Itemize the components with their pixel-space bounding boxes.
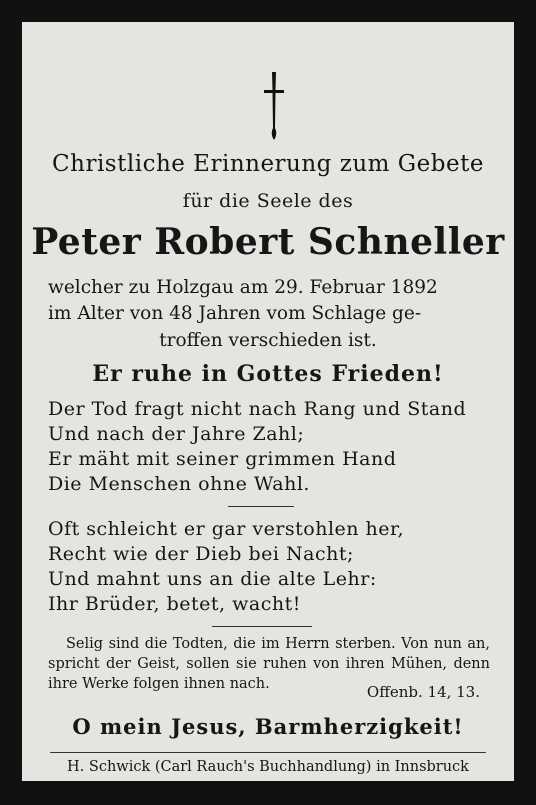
verse-line: Und nach der Jahre Zahl; bbox=[48, 423, 305, 445]
bio-line: im Alter von 48 Jahren vom Schlage ge- bbox=[48, 303, 422, 324]
verse-line: Recht wie der Dieb bei Nacht; bbox=[48, 543, 354, 565]
scripture-reference: Offenb. 14, 13. bbox=[366, 683, 480, 701]
card-heading: Christliche Erinnerung zum Gebete bbox=[52, 151, 484, 177]
verse-line: Er mäht mit seiner grimmen Hand bbox=[48, 448, 397, 470]
printer-imprint: H. Schwick (Carl Rauch's Buchhandlung) in Innsbruck bbox=[67, 759, 469, 775]
closing-prayer: O mein Jesus, Barmherzigkeit! bbox=[72, 714, 464, 739]
scripture-paragraph: Selig sind die Todten, die im Herrn sterben. Von nun an, spricht der Geist, sollen sie ruhen von ihren Mühen, denn ihre Werke folgen ihnen nach. bbox=[48, 636, 490, 692]
divider bbox=[212, 626, 312, 627]
deceased-name: Peter Robert Schneller bbox=[31, 221, 505, 263]
bio-line: troffen verschieden ist. bbox=[159, 330, 377, 351]
bio-line: welcher zu Holzgau am 29. Februar 1892 bbox=[48, 277, 438, 298]
verse-line: Oft schleicht er gar verstohlen her, bbox=[48, 518, 405, 540]
memorial-card bbox=[22, 22, 514, 781]
divider bbox=[50, 752, 486, 753]
verse-line: Der Tod fragt nicht nach Rang und Stand bbox=[48, 398, 467, 420]
verse-line: Ihr Brüder, betet, wacht! bbox=[48, 593, 301, 615]
verse-line: Und mahnt uns an die alte Lehr: bbox=[48, 568, 377, 590]
divider bbox=[228, 506, 294, 507]
verse-line: Die Menschen ohne Wahl. bbox=[48, 473, 310, 495]
blessing: Er ruhe in Gottes Frieden! bbox=[92, 361, 444, 387]
card-subheading: für die Seele des bbox=[182, 190, 354, 212]
cross-icon bbox=[262, 70, 286, 142]
